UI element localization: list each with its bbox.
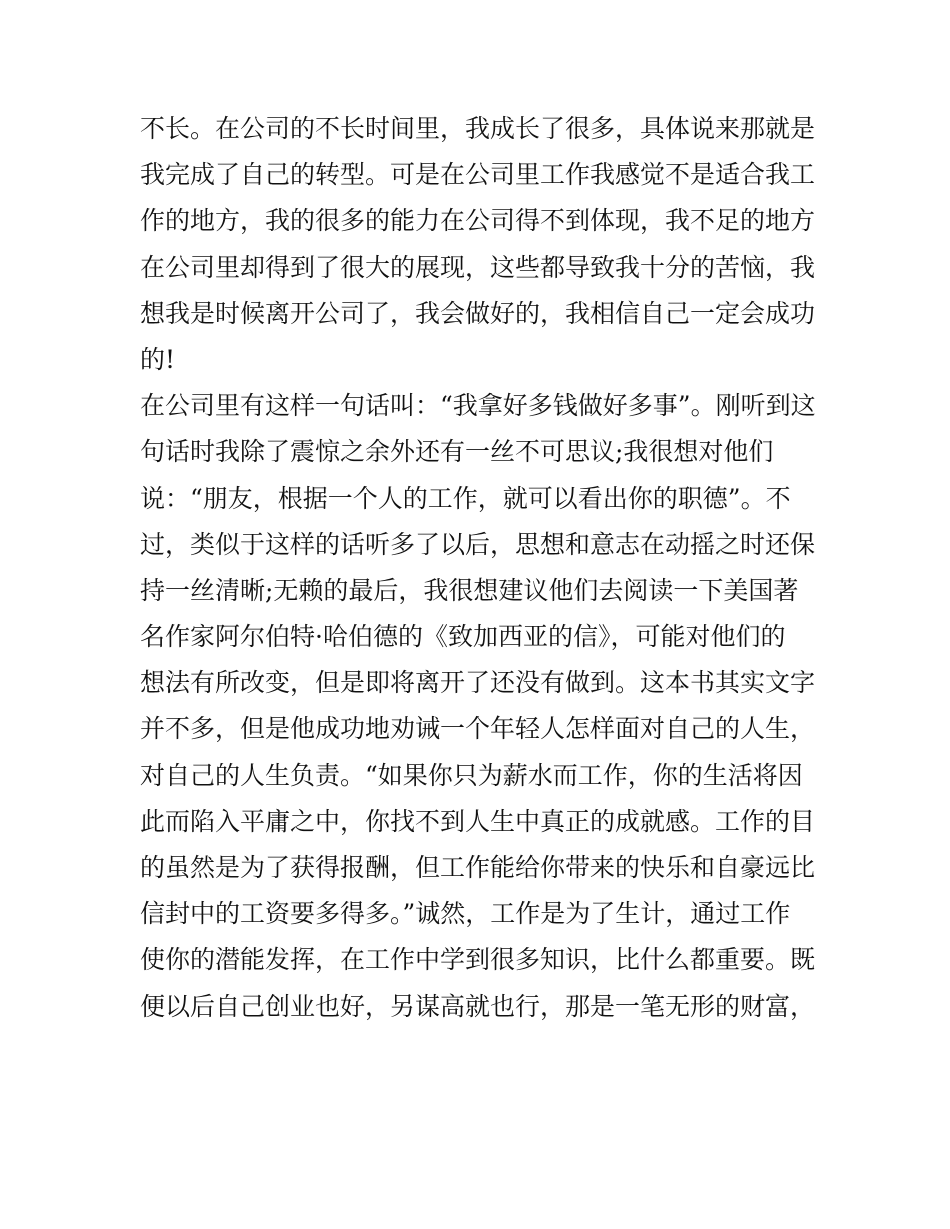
text-line: 想法有所改变，但是即将离开了还没有做到。这本书其实文字 xyxy=(140,668,816,698)
text-line: 持一丝清晰;无赖的最后，我很想建议他们去阅读一下美国著 xyxy=(140,575,799,605)
body-text xyxy=(140,106,830,1030)
text-line: 对自己的人生负责。“如果你只为薪水而工作，你的生活将因 xyxy=(140,760,803,790)
text-line: 句话时我除了震惊之余外还有一丝不可思议;我很想对他们 xyxy=(140,437,774,467)
text-line: 作的地方，我的很多的能力在公司得不到体现，我不足的地方 xyxy=(140,206,816,236)
text-line: 的! xyxy=(140,344,176,374)
text-line: 信封中的工资要多得多。”诚然，工作是为了生计，通过工作 xyxy=(140,899,791,929)
text-line: 的虽然是为了获得报酬，但工作能给你带来的快乐和自豪远比 xyxy=(140,853,816,882)
text-line: 此而陷入平庸之中，你找不到人生中真正的成就感。工作的目 xyxy=(140,806,816,836)
text-line: 我完成了自己的转型。可是在公司里工作我感觉不是适合我工 xyxy=(140,160,816,190)
text-line: 并不多，但是他成功地劝诫一个年轻人怎样面对自己的人生， xyxy=(140,714,816,744)
text-line: 在公司里却得到了很大的展现，这些都导致我十分的苦恼，我 xyxy=(140,252,816,282)
text-line: 想我是时候离开公司了，我会做好的，我相信自己一定会成功 xyxy=(140,298,816,328)
text-line: 不长。在公司的不长时间里，我成长了很多，具体说来那就是 xyxy=(140,114,816,143)
text-line: 便以后自己创业也好，另谋高就也行，那是一笔无形的财富， xyxy=(140,991,816,1021)
text-line: 在公司里有这样一句话叫：“我拿好多钱做好多事”。刚听到这 xyxy=(140,391,816,421)
text-line: 名作家阿尔伯特·哈伯德的《致加西亚的信》，可能对他们的 xyxy=(140,622,786,652)
text-line: 过，类似于这样的话听多了以后，思想和意志在动摇之时还保 xyxy=(140,529,816,559)
text-line: 说：“朋友，根据一个人的工作，就可以看出你的职德”。不 xyxy=(140,483,791,513)
text-line: 使你的潜能发挥，在工作中学到很多知识，比什么都重要。既 xyxy=(140,945,816,975)
